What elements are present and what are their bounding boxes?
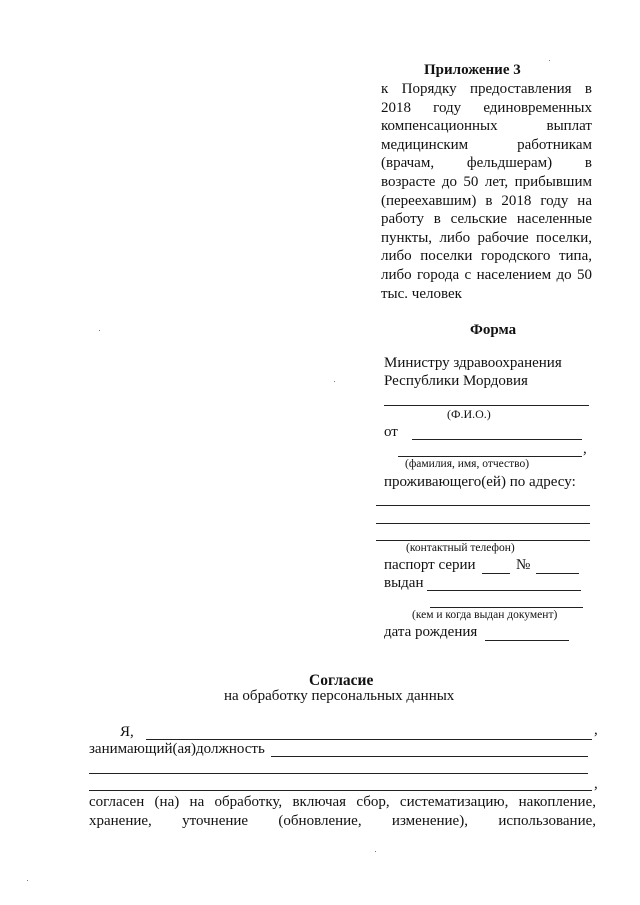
- scan-speck: [99, 330, 100, 331]
- scan-speck: [549, 60, 550, 61]
- annex-line: возрасте до 50 лет, прибывшим: [381, 173, 592, 190]
- consent-name-field[interactable]: [146, 739, 592, 740]
- annex-line: 2018 году единовременных: [381, 99, 592, 116]
- residing-label: проживающего(ей) по адресу:: [384, 474, 576, 490]
- dob-field[interactable]: [485, 640, 569, 641]
- annex-title: Приложение 3: [424, 62, 521, 78]
- scan-speck: [334, 381, 335, 382]
- issued-by-field[interactable]: [427, 590, 581, 591]
- annex-line: (переехавшим) в 2018 году на: [381, 192, 592, 209]
- i-label: Я,: [120, 724, 134, 740]
- passport-series-field[interactable]: [482, 573, 510, 574]
- comma: ,: [594, 722, 598, 738]
- address-field-1[interactable]: [376, 505, 590, 506]
- issued-by-field-2[interactable]: [430, 607, 583, 608]
- consent-body-line: хранение, уточнение (обновление, изменение), использование,: [89, 813, 596, 829]
- fio-caption: (Ф.И.О.): [447, 407, 491, 421]
- recipient-line-2: Республики Мордовия: [384, 373, 528, 389]
- position-field-3[interactable]: [89, 790, 592, 791]
- annex-line: компенсационных выплат: [381, 118, 592, 135]
- comma: ,: [583, 441, 587, 457]
- consent-body: [89, 793, 596, 831]
- consent-subtitle: на обработку персональных данных: [224, 688, 455, 704]
- issued-caption: (кем и когда выдан документ): [412, 609, 558, 621]
- annex-description: [381, 80, 592, 303]
- position-field[interactable]: [271, 756, 588, 757]
- name-caption: (фамилия, имя, отчество): [405, 458, 530, 470]
- phone-field[interactable]: [376, 540, 590, 541]
- annex-line: тыс. человек: [381, 285, 462, 302]
- from-name-field-2[interactable]: [398, 456, 582, 457]
- form-label: Форма: [470, 322, 517, 338]
- annex-line: работу в сельские населенные: [381, 211, 592, 228]
- consent-title: Согласие: [309, 672, 374, 689]
- number-sign: №: [516, 557, 531, 573]
- passport-number-field[interactable]: [536, 573, 579, 574]
- annex-line: медицинским работникам: [381, 136, 592, 153]
- comma: ,: [594, 776, 598, 792]
- address-field-2[interactable]: [376, 523, 590, 524]
- passport-label: паспорт серии: [384, 557, 476, 573]
- annex-line: пункты, либо рабочие поселки,: [381, 229, 592, 246]
- scan-speck: [27, 880, 28, 881]
- annex-line: либо города с населением до 50: [381, 266, 592, 283]
- scan-speck: [375, 851, 376, 852]
- position-field-2[interactable]: [89, 773, 588, 774]
- passport-row: [384, 557, 476, 574]
- consent-body-line: согласен (на) на обработку, включая сбор, систематизацию, накопление,: [89, 794, 596, 810]
- annex-line: (врачам, фельдшерам) в: [381, 155, 592, 172]
- recipient-line-1: Министру здравоохранения: [384, 355, 562, 371]
- from-name-field[interactable]: [412, 439, 582, 440]
- dob-label: дата рождения: [384, 624, 478, 640]
- recipient-fio-field[interactable]: [384, 405, 589, 406]
- phone-caption: (контактный телефон): [406, 542, 515, 554]
- position-label: занимающий(ая)должность: [89, 741, 265, 757]
- from-label: от: [384, 424, 398, 440]
- annex-line: либо поселки городского типа,: [381, 248, 592, 265]
- annex-line: к Порядку предоставления в: [381, 81, 592, 97]
- issued-label: выдан: [384, 575, 424, 591]
